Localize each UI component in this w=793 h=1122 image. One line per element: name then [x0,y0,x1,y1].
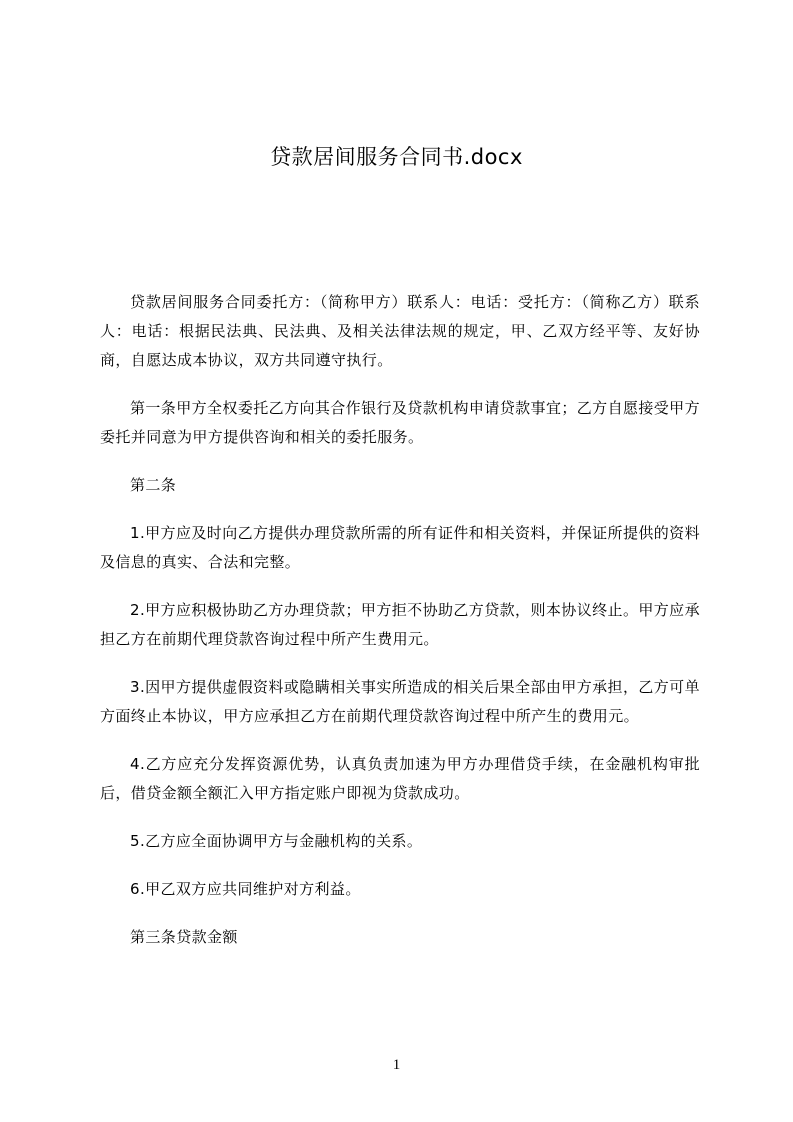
document-body [100,288,700,952]
page-title: 贷款居间服务合同书.docx [270,145,523,169]
paragraph-article-2-heading: 第二条 [130,476,177,494]
paragraph-clause-2: 2.甲方应积极协助乙方办理贷款；甲方拒不协助乙方贷款，则本协议终止。甲方应承担乙方在前期代理贷款咨询过程中所产生费用元。 [100,601,700,648]
paragraph-clause-6: 6.甲乙双方应共同维护对方利益。 [130,880,361,898]
paragraph-clause-1: 1.甲方应及时向乙方提供办理贷款所需的所有证件和相关资料，并保证所提供的资料及信息的真实、合法和完整。 [100,524,700,571]
paragraph-clause-3: 3.因甲方提供虚假资料或隐瞒相关事实所造成的相关后果全部由甲方承担，乙方可单方面终止本协议，甲方应承担乙方在前期代理贷款咨询过程中所产生的费用元。 [100,678,700,725]
paragraph-clause-5: 5.乙方应全面协调甲方与金融机构的关系。 [130,832,423,850]
paragraph-article-1: 第一条甲方全权委托乙方向其合作银行及贷款机构申请贷款事宜；乙方自愿接受甲方委托并同意为甲方提供咨询和相关的委托服务。 [100,399,700,446]
paragraph-article-3-heading: 第三条贷款金额 [130,928,238,946]
paragraph-clause-4: 4.乙方应充分发挥资源优势，认真负责加速为甲方办理借贷手续，在金融机构审批后，借贷金额全额汇入甲方指定账户即视为贷款成功。 [100,755,700,802]
page-number: 1 [392,1057,401,1073]
paragraph-preamble: 贷款居间服务合同委托方：（简称甲方）联系人：电话：受托方：（简称乙方）联系人：电话：根据民法典、民法典、及相关法律法规的规定，甲、乙双方经平等、友好协商，自愿达成本协议，双方共同遵守执行。 [100,293,700,369]
